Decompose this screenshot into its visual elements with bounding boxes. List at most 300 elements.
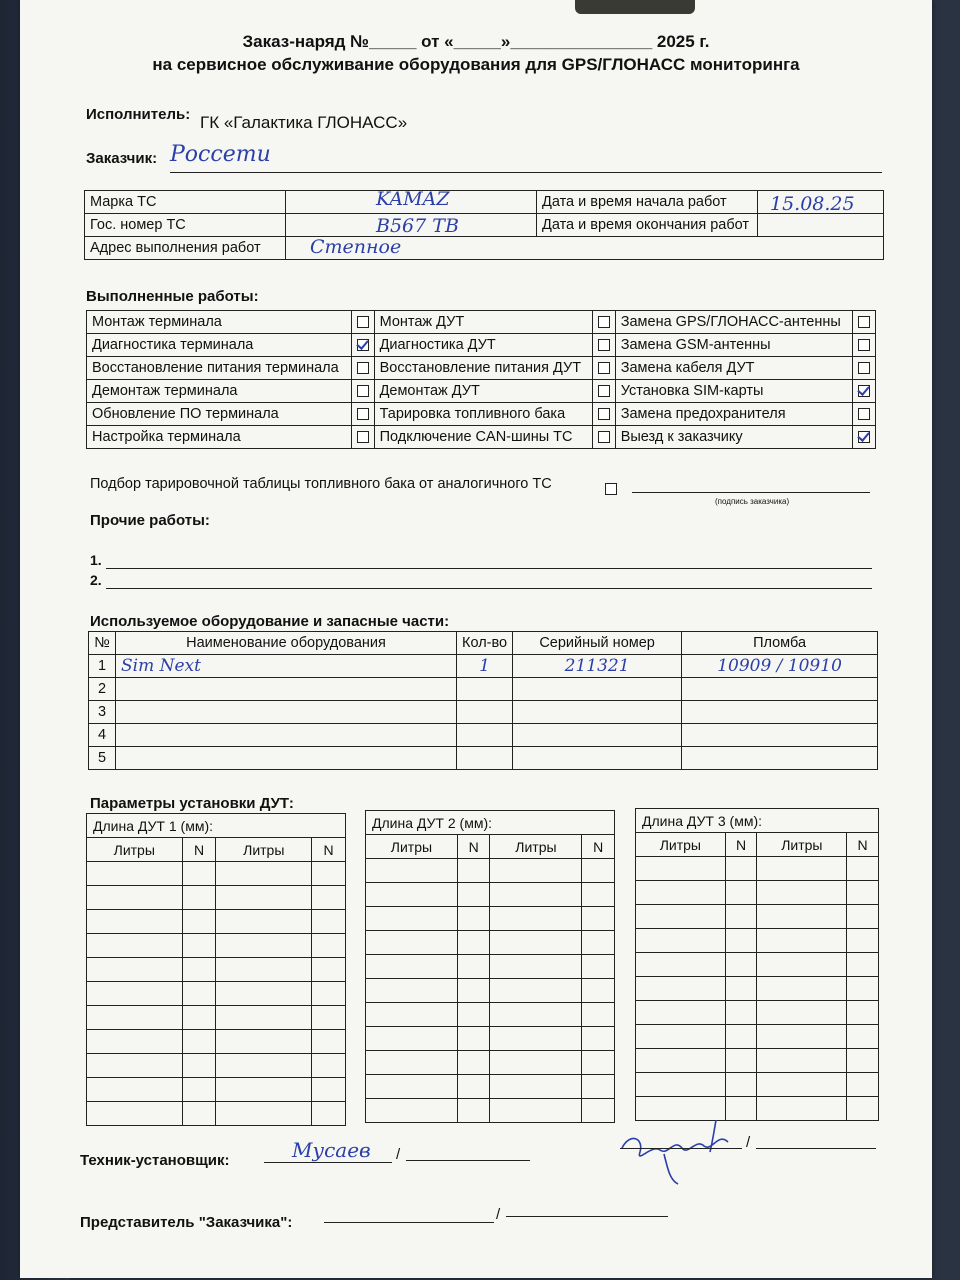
dut-cell[interactable] — [87, 886, 183, 910]
equipment-seal — [682, 747, 878, 770]
dut-header: N — [457, 835, 490, 859]
second-sign-line — [756, 1148, 876, 1149]
dut-header: Литры — [216, 838, 312, 862]
work-item-label: Установка SIM-карты — [615, 380, 852, 403]
order-subtitle: на сервисное обслуживание оборудования для GPS/ГЛОНАСС мониторинга — [152, 55, 800, 74]
work-item-label: Настройка терминала — [87, 426, 352, 449]
dut-cell[interactable] — [757, 977, 847, 1001]
technician-sign-line — [406, 1160, 530, 1161]
equipment-name: Sim Next — [116, 655, 457, 678]
end-label: Дата и время окончания работ — [537, 214, 758, 237]
dut-cell[interactable] — [182, 1054, 216, 1078]
work-checkbox[interactable] — [598, 408, 610, 420]
dut-cell[interactable] — [636, 881, 726, 905]
executor-value: ГК «Галактика ГЛОНАСС» — [200, 113, 408, 132]
work-item-label: Диагностика ДУТ — [374, 334, 592, 357]
dut-cell[interactable] — [636, 1049, 726, 1073]
start-value: 15.08.25 — [770, 193, 855, 215]
dut-cell[interactable] — [725, 881, 757, 905]
vehicle-table — [84, 190, 884, 260]
dut-cell[interactable] — [582, 883, 615, 907]
dut-cell[interactable] — [725, 1049, 757, 1073]
dut-cell[interactable] — [636, 1025, 726, 1049]
dut-table-1 — [86, 813, 346, 1126]
dut-cell[interactable] — [457, 931, 490, 955]
table-row — [87, 1102, 346, 1126]
dut-cell[interactable] — [87, 1054, 183, 1078]
dut-header: N — [847, 833, 879, 857]
customer-underline — [170, 172, 882, 173]
address-value-cell — [286, 237, 884, 260]
dut-cell[interactable] — [182, 1030, 216, 1054]
dut-header: Литры — [636, 833, 726, 857]
dut-cell[interactable] — [312, 1006, 346, 1030]
equipment-qty — [457, 701, 513, 724]
dut-caption: Длина ДУТ 1 (мм): — [87, 814, 346, 838]
dut-cell[interactable] — [87, 982, 183, 1006]
other-work-2-number: 2. — [90, 572, 102, 588]
dut-cell[interactable] — [312, 1030, 346, 1054]
dut-cell[interactable] — [457, 1099, 490, 1123]
dut-cell[interactable] — [457, 979, 490, 1003]
other-work-1-line[interactable] — [106, 568, 872, 569]
dut-cell[interactable] — [312, 886, 346, 910]
table-row — [366, 859, 615, 883]
row-number: 5 — [89, 747, 116, 770]
dut-cell[interactable] — [216, 1030, 312, 1054]
dut-cell[interactable] — [636, 857, 726, 881]
customer-value: Россети — [170, 142, 271, 167]
dut-cell[interactable] — [757, 1073, 847, 1097]
equipment-header-row — [89, 632, 878, 655]
work-checkbox[interactable] — [357, 385, 369, 397]
table-row — [89, 724, 878, 747]
dut-cell[interactable] — [582, 1027, 615, 1051]
dut-cell[interactable] — [725, 1001, 757, 1025]
dut-cell[interactable] — [216, 1078, 312, 1102]
dut-cell[interactable] — [457, 859, 490, 883]
dut-cell[interactable] — [490, 1075, 582, 1099]
work-checkbox[interactable] — [858, 339, 870, 351]
dut-cell[interactable] — [847, 929, 879, 953]
dut-cell[interactable] — [87, 1030, 183, 1054]
dut-cell[interactable] — [366, 979, 458, 1003]
dut-cell[interactable] — [182, 958, 216, 982]
dut-cell[interactable] — [216, 934, 312, 958]
table-row — [636, 1049, 879, 1073]
dut-cell[interactable] — [490, 1027, 582, 1051]
work-item-label: Замена предохранителя — [615, 403, 852, 426]
dut-cell[interactable] — [216, 910, 312, 934]
dut-cell[interactable] — [847, 1001, 879, 1025]
dut-cell[interactable] — [847, 905, 879, 929]
dut-cell[interactable] — [725, 857, 757, 881]
row-number: 3 — [89, 701, 116, 724]
brand-value: KAMAZ — [376, 188, 450, 210]
dut-header: Литры — [87, 838, 183, 862]
dut-cell[interactable] — [847, 977, 879, 1001]
table-row — [89, 655, 878, 678]
dut-cell[interactable] — [182, 1078, 216, 1102]
dut-cell[interactable] — [757, 1049, 847, 1073]
equipment-seal — [682, 724, 878, 747]
dut-cell[interactable] — [847, 857, 879, 881]
work-checkbox[interactable] — [598, 362, 610, 374]
table-row — [87, 1006, 346, 1030]
equipment-header: Наименование оборудования — [116, 632, 457, 655]
dut-cell[interactable] — [757, 905, 847, 929]
dut-cell[interactable] — [182, 934, 216, 958]
work-checkbox[interactable] — [858, 408, 870, 420]
table-row — [636, 1001, 879, 1025]
dut-cell[interactable] — [847, 881, 879, 905]
dut-cell[interactable] — [216, 1102, 312, 1126]
table-row — [636, 953, 879, 977]
dut-cell[interactable] — [87, 1102, 183, 1126]
work-item-label: Обновление ПО терминала — [87, 403, 352, 426]
dut-cell[interactable] — [757, 929, 847, 953]
equipment-header: № — [89, 632, 116, 655]
second-name-line — [620, 1148, 742, 1149]
dut-cell[interactable] — [636, 953, 726, 977]
brand-value-cell — [286, 188, 537, 214]
dut-table-2 — [365, 810, 615, 1123]
works-table — [86, 310, 876, 449]
dut-cell[interactable] — [457, 1075, 490, 1099]
dut-header: Литры — [366, 835, 458, 859]
dut-cell[interactable] — [490, 955, 582, 979]
dut-cell[interactable] — [457, 1027, 490, 1051]
dut-cell[interactable] — [490, 931, 582, 955]
works-row — [87, 311, 876, 334]
dut-cell[interactable] — [312, 910, 346, 934]
dut-cell[interactable] — [457, 1003, 490, 1027]
work-item-label: Демонтаж терминала — [87, 380, 352, 403]
equipment-qty — [457, 724, 513, 747]
dut-cell[interactable] — [366, 931, 458, 955]
dut-cell[interactable] — [757, 953, 847, 977]
customer-rep-slash: / — [496, 1206, 501, 1223]
dut-header: N — [725, 833, 757, 857]
other-work-2-line[interactable] — [106, 588, 872, 589]
dut-cell[interactable] — [216, 1006, 312, 1030]
table-row — [636, 977, 879, 1001]
customer-rep-label: Представитель "Заказчика": — [80, 1214, 293, 1231]
dut-cell[interactable] — [847, 1049, 879, 1073]
dut-cell[interactable] — [725, 929, 757, 953]
dut-cell[interactable] — [490, 883, 582, 907]
table-row — [89, 678, 878, 701]
dut-cell[interactable] — [725, 953, 757, 977]
equipment-serial — [513, 678, 682, 701]
dut-cell[interactable] — [757, 881, 847, 905]
dut-cell[interactable] — [636, 905, 726, 929]
dut-cell[interactable] — [182, 1102, 216, 1126]
technician-name-line — [264, 1162, 392, 1163]
equipment-header: Пломба — [682, 632, 878, 655]
dut-cell[interactable] — [847, 1097, 879, 1121]
dut-cell[interactable] — [490, 859, 582, 883]
dut-cell[interactable] — [216, 958, 312, 982]
dut-cell[interactable] — [87, 1006, 183, 1030]
table-row — [87, 958, 346, 982]
clipboard-clip — [575, 0, 695, 14]
dut-cell[interactable] — [216, 862, 312, 886]
dut-header: N — [312, 838, 346, 862]
table-row — [636, 881, 879, 905]
equipment-serial — [513, 701, 682, 724]
dut-cell[interactable] — [582, 979, 615, 1003]
dut-cell[interactable] — [87, 862, 183, 886]
dut-cell[interactable] — [182, 910, 216, 934]
work-item-label: Демонтаж ДУТ — [374, 380, 592, 403]
table-row — [87, 1078, 346, 1102]
dut-cell[interactable] — [366, 1027, 458, 1051]
row-number: 1 — [89, 655, 116, 678]
dut-cell[interactable] — [87, 1078, 183, 1102]
equipment-seal — [682, 678, 878, 701]
dut-caption: Длина ДУТ 3 (мм): — [636, 809, 879, 833]
work-checkbox[interactable] — [858, 385, 870, 397]
equipment-qty — [457, 747, 513, 770]
table-row — [366, 883, 615, 907]
dut-cell[interactable] — [312, 862, 346, 886]
equipment-table — [88, 631, 878, 770]
dut-cell[interactable] — [636, 929, 726, 953]
dut-cell[interactable] — [725, 905, 757, 929]
dut-cell[interactable] — [366, 859, 458, 883]
equipment-serial — [513, 724, 682, 747]
table-row — [366, 1051, 615, 1075]
work-checkbox[interactable] — [598, 431, 610, 443]
dut-cell[interactable] — [457, 883, 490, 907]
equipment-header: Кол-во — [457, 632, 513, 655]
work-checkbox[interactable] — [858, 362, 870, 374]
work-checkbox[interactable] — [598, 385, 610, 397]
dut-table-3 — [635, 808, 879, 1121]
dut-cell[interactable] — [312, 958, 346, 982]
table-row — [636, 857, 879, 881]
dut-cell[interactable] — [182, 886, 216, 910]
technician-name: Мусаев — [292, 1138, 371, 1162]
equipment-name — [116, 724, 457, 747]
equipment-seal: 10909 / 10910 — [682, 655, 878, 678]
second-slash: / — [746, 1134, 751, 1151]
dut-cell[interactable] — [490, 1003, 582, 1027]
dut-cell[interactable] — [87, 958, 183, 982]
dut-cell[interactable] — [725, 1073, 757, 1097]
dut-cell[interactable] — [582, 1099, 615, 1123]
table-row — [366, 979, 615, 1003]
dut-title: Параметры установки ДУТ: — [90, 795, 294, 812]
dut-cell[interactable] — [457, 907, 490, 931]
work-item-label: Восстановление питания терминала — [87, 357, 352, 380]
dut-cell[interactable] — [757, 1025, 847, 1049]
work-checkbox[interactable] — [357, 339, 369, 351]
address-label: Адрес выполнения работ — [85, 237, 286, 260]
dut-cell[interactable] — [636, 977, 726, 1001]
calibration-label: Подбор тарировочной таблицы топливного бака от аналогичного ТС — [90, 476, 552, 492]
dut-cell[interactable] — [725, 977, 757, 1001]
dut-cell[interactable] — [182, 1006, 216, 1030]
dut-cell[interactable] — [847, 1073, 879, 1097]
dut-header: Литры — [757, 833, 847, 857]
dut-cell[interactable] — [366, 955, 458, 979]
other-work-1-number: 1. — [90, 552, 102, 568]
table-row — [87, 1054, 346, 1078]
technician-slash: / — [396, 1146, 401, 1163]
customer-rep-sign-line — [506, 1216, 668, 1217]
work-checkbox[interactable] — [357, 316, 369, 328]
work-checkbox[interactable] — [357, 431, 369, 443]
work-checkbox[interactable] — [598, 316, 610, 328]
dut-cell[interactable] — [582, 955, 615, 979]
equipment-seal — [682, 701, 878, 724]
dut-header: Литры — [490, 835, 582, 859]
dut-cell[interactable] — [490, 1051, 582, 1075]
dut-cell[interactable] — [582, 1051, 615, 1075]
dut-header: N — [182, 838, 216, 862]
dut-cell[interactable] — [757, 857, 847, 881]
work-checkbox[interactable] — [598, 339, 610, 351]
order-title: Заказ-наряд №_____ от «_____»_______________ 2025 г. — [242, 32, 710, 51]
dut-cell[interactable] — [87, 910, 183, 934]
dut-cell[interactable] — [366, 1075, 458, 1099]
equipment-title: Используемое оборудование и запасные части: — [90, 613, 450, 630]
other-works-title: Прочие работы: — [90, 512, 210, 529]
dut-cell[interactable] — [87, 934, 183, 958]
table-row — [366, 1075, 615, 1099]
dut-header: N — [582, 835, 615, 859]
dut-cell[interactable] — [490, 979, 582, 1003]
work-checkbox[interactable] — [858, 431, 870, 443]
dut-cell[interactable] — [582, 931, 615, 955]
dut-cell[interactable] — [312, 1054, 346, 1078]
end-value — [758, 214, 884, 237]
dut-cell[interactable] — [582, 859, 615, 883]
dut-cell[interactable] — [366, 1003, 458, 1027]
dut-cell[interactable] — [636, 1073, 726, 1097]
calibration-checkbox[interactable] — [605, 483, 617, 495]
table-row — [366, 931, 615, 955]
table-row — [636, 1073, 879, 1097]
table-row — [366, 1099, 615, 1123]
work-item-label: Подключение CAN-шины ТС — [374, 426, 592, 449]
work-item-label: Замена GSM-антенны — [615, 334, 852, 357]
dut-cell[interactable] — [312, 982, 346, 1006]
address-value: Степное — [310, 236, 402, 258]
works-row — [87, 334, 876, 357]
dut-cell[interactable] — [216, 982, 312, 1006]
executor-label: Исполнитель: — [86, 106, 191, 123]
dut-cell[interactable] — [312, 1102, 346, 1126]
work-checkbox[interactable] — [858, 316, 870, 328]
plate-value-cell — [286, 214, 537, 237]
works-title: Выполненные работы: — [86, 288, 259, 305]
works-row — [87, 357, 876, 380]
work-item-label: Тарировка топливного бака — [374, 403, 592, 426]
equipment-name — [116, 678, 457, 701]
equipment-serial — [513, 747, 682, 770]
equipment-serial: 211321 — [513, 655, 682, 678]
equipment-name — [116, 747, 457, 770]
work-order-sheet — [20, 0, 932, 1278]
work-checkbox[interactable] — [357, 362, 369, 374]
dut-cell[interactable] — [366, 883, 458, 907]
dut-cell[interactable] — [636, 1001, 726, 1025]
table-row — [366, 907, 615, 931]
dut-cell[interactable] — [725, 1025, 757, 1049]
plate-value: В567 ТВ — [376, 215, 459, 237]
work-item-label: Монтаж терминала — [87, 311, 352, 334]
dut-cell[interactable] — [457, 1051, 490, 1075]
dut-cell[interactable] — [582, 1003, 615, 1027]
work-checkbox[interactable] — [357, 408, 369, 420]
equipment-name — [116, 701, 457, 724]
work-item-label: Замена кабеля ДУТ — [615, 357, 852, 380]
works-row — [87, 426, 876, 449]
dut-cell[interactable] — [216, 886, 312, 910]
plate-label: Гос. номер ТС — [85, 214, 286, 237]
works-row — [87, 380, 876, 403]
dut-cell[interactable] — [490, 907, 582, 931]
customer-label: Заказчик: — [86, 150, 158, 167]
dut-cell[interactable] — [216, 1054, 312, 1078]
work-item-label: Замена GPS/ГЛОНАСС-антенны — [615, 311, 852, 334]
table-row — [636, 905, 879, 929]
table-row — [89, 747, 878, 770]
equipment-header: Серийный номер — [513, 632, 682, 655]
table-row — [89, 701, 878, 724]
table-row — [366, 1027, 615, 1051]
work-item-label: Выезд к заказчику — [615, 426, 852, 449]
table-row — [87, 982, 346, 1006]
dut-cell[interactable] — [366, 907, 458, 931]
start-label: Дата и время начала работ — [537, 191, 758, 214]
row-number: 4 — [89, 724, 116, 747]
dut-cell[interactable] — [366, 1051, 458, 1075]
table-row — [366, 1003, 615, 1027]
dut-cell[interactable] — [312, 934, 346, 958]
dut-cell[interactable] — [847, 1025, 879, 1049]
dut-cell[interactable] — [582, 907, 615, 931]
customer-signature-line — [632, 492, 870, 493]
work-item-label: Диагностика терминала — [87, 334, 352, 357]
dut-cell[interactable] — [366, 1099, 458, 1123]
dut-cell[interactable] — [182, 862, 216, 886]
brand-label: Марка ТС — [85, 191, 286, 214]
work-item-label: Восстановление питания ДУТ — [374, 357, 592, 380]
dut-cell[interactable] — [457, 955, 490, 979]
table-row — [87, 934, 346, 958]
dut-cell[interactable] — [312, 1078, 346, 1102]
start-value-cell — [758, 191, 884, 214]
equipment-qty — [457, 678, 513, 701]
row-number: 2 — [89, 678, 116, 701]
dut-cell[interactable] — [490, 1099, 582, 1123]
table-row — [636, 1025, 879, 1049]
dut-cell[interactable] — [582, 1075, 615, 1099]
dut-cell[interactable] — [847, 953, 879, 977]
dut-cell[interactable] — [757, 1001, 847, 1025]
table-row — [87, 862, 346, 886]
works-row — [87, 403, 876, 426]
table-row — [87, 910, 346, 934]
dut-cell[interactable] — [182, 982, 216, 1006]
table-row — [87, 1030, 346, 1054]
dut-cell[interactable] — [757, 1097, 847, 1121]
table-row — [636, 929, 879, 953]
